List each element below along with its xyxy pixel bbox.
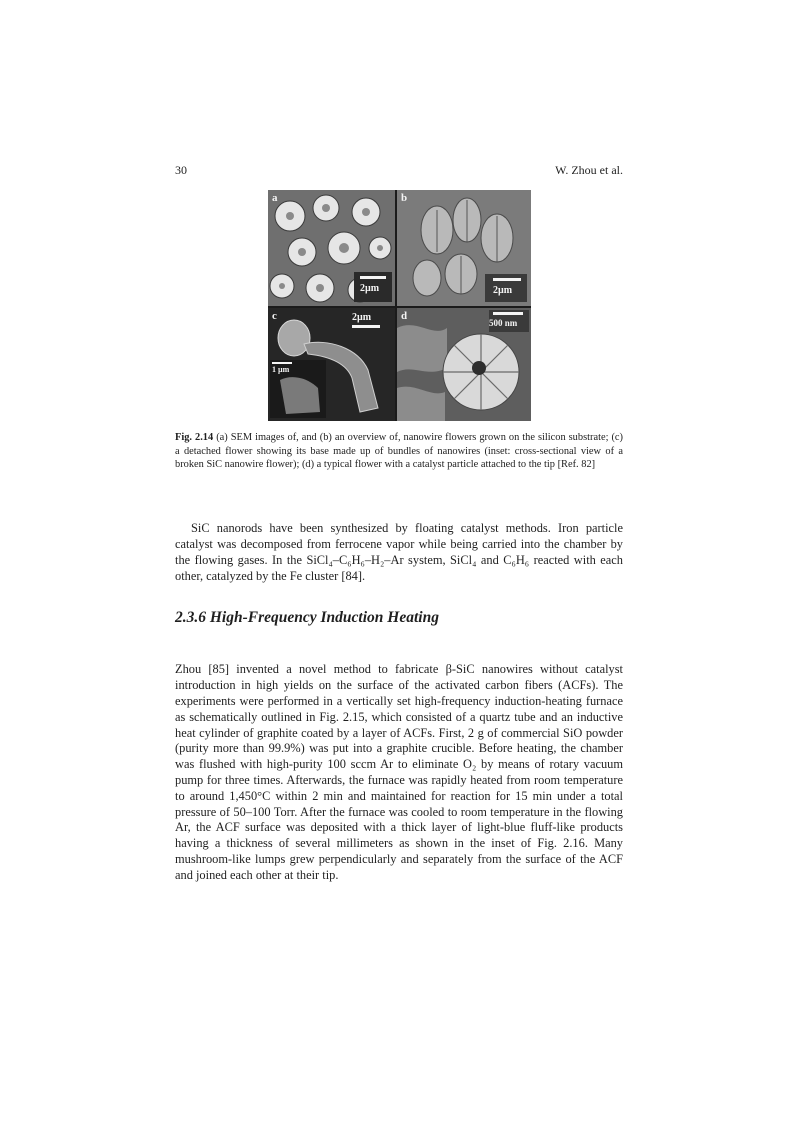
scale-bar [352, 325, 380, 328]
sem-panel-b [397, 190, 531, 306]
body-paragraph: SiC nanorods have been synthesized by floating catalyst methods. Iron particle catalyst was decomposed from ferrocene vapor while being carried into the chamber by the flowing gases. In the SiCl₄–C₆H₆–H₂–Ar system, SiCl₄ and C₆H₆ reacted with each other, catalyzed by the Fe cluster [84]. [175, 521, 623, 583]
scale-label: 2µm [493, 285, 513, 296]
scale-bar [493, 312, 523, 315]
panel-letter-a: a [272, 192, 278, 204]
scale-bar [360, 276, 386, 279]
page-header [175, 163, 623, 181]
figure-caption-text: (a) SEM images of, and (b) an overview of, nanowire flowers grown on the silicon substrate; (c) a detached flower showing its base made up of bundles of nanowires (inset: cross-sectional view of a broken SiC nanowire flower); (d) a typical flower with a catalyst particle attached to the tip [Ref. 82] [175, 432, 623, 470]
panel-letter-d: d [401, 310, 408, 322]
figure-label: Fig. 2.14 [175, 432, 214, 443]
panel-letter-c: c [272, 310, 277, 322]
figure-caption [175, 431, 623, 472]
body-paragraph: Zhou [85] invented a novel method to fabricate β-SiC nanowires without catalyst introduction in high yields on the surface of the activated carbon fibers (ACFs). The experiments were performed in a vertically set high-frequency induction-heating furnace as schematically outlined in Fig. 2.15, which consisted of a quartz tube and an inductive heat cylinder of graphite coated by a layer of ACFs. First, 2 g of commercial SiO powder (purity more than 99.9%) was put into a graphite crucible. Before heating, the chamber was flushed with high-purity 100 sccm Ar to eliminate O₂ by means of rotary vacuum pump for three times. Afterwards, the furnace was rapidly heated from room temperature to around 1,450°C within 2 min and maintained for reaction for 15 min under a total pressure of 50–100 Torr. After the furnace was cooled to room temperature in the flowing Ar, the ACF surface was deposited with a thick layer of light-blue fluff-like products having a thickness of several millimeters as shown in the inset of Fig. 2.16. Many mushroom-like lumps grew perpendicularly and separately from the surface of the ACF and joined each other at their tip. [175, 662, 623, 882]
section-heading: 2.3.6 High-Frequency Induction Heating [175, 609, 439, 626]
scale-label: 500 nm [489, 318, 518, 328]
sem-panel-c [268, 308, 395, 421]
scale-label: 2µm [360, 283, 380, 294]
scale-label: 2µm [352, 312, 372, 323]
running-head: W. Zhou et al. [555, 163, 623, 177]
page-number: 30 [175, 163, 187, 177]
sem-panel-a [268, 190, 395, 306]
scale-bar [493, 278, 521, 281]
inset-scale-label: 1 µm [272, 365, 290, 374]
inset-scale-bar [272, 362, 292, 364]
sem-panel-d [397, 308, 531, 421]
panel-letter-b: b [401, 192, 408, 204]
sem-figure [268, 190, 531, 421]
